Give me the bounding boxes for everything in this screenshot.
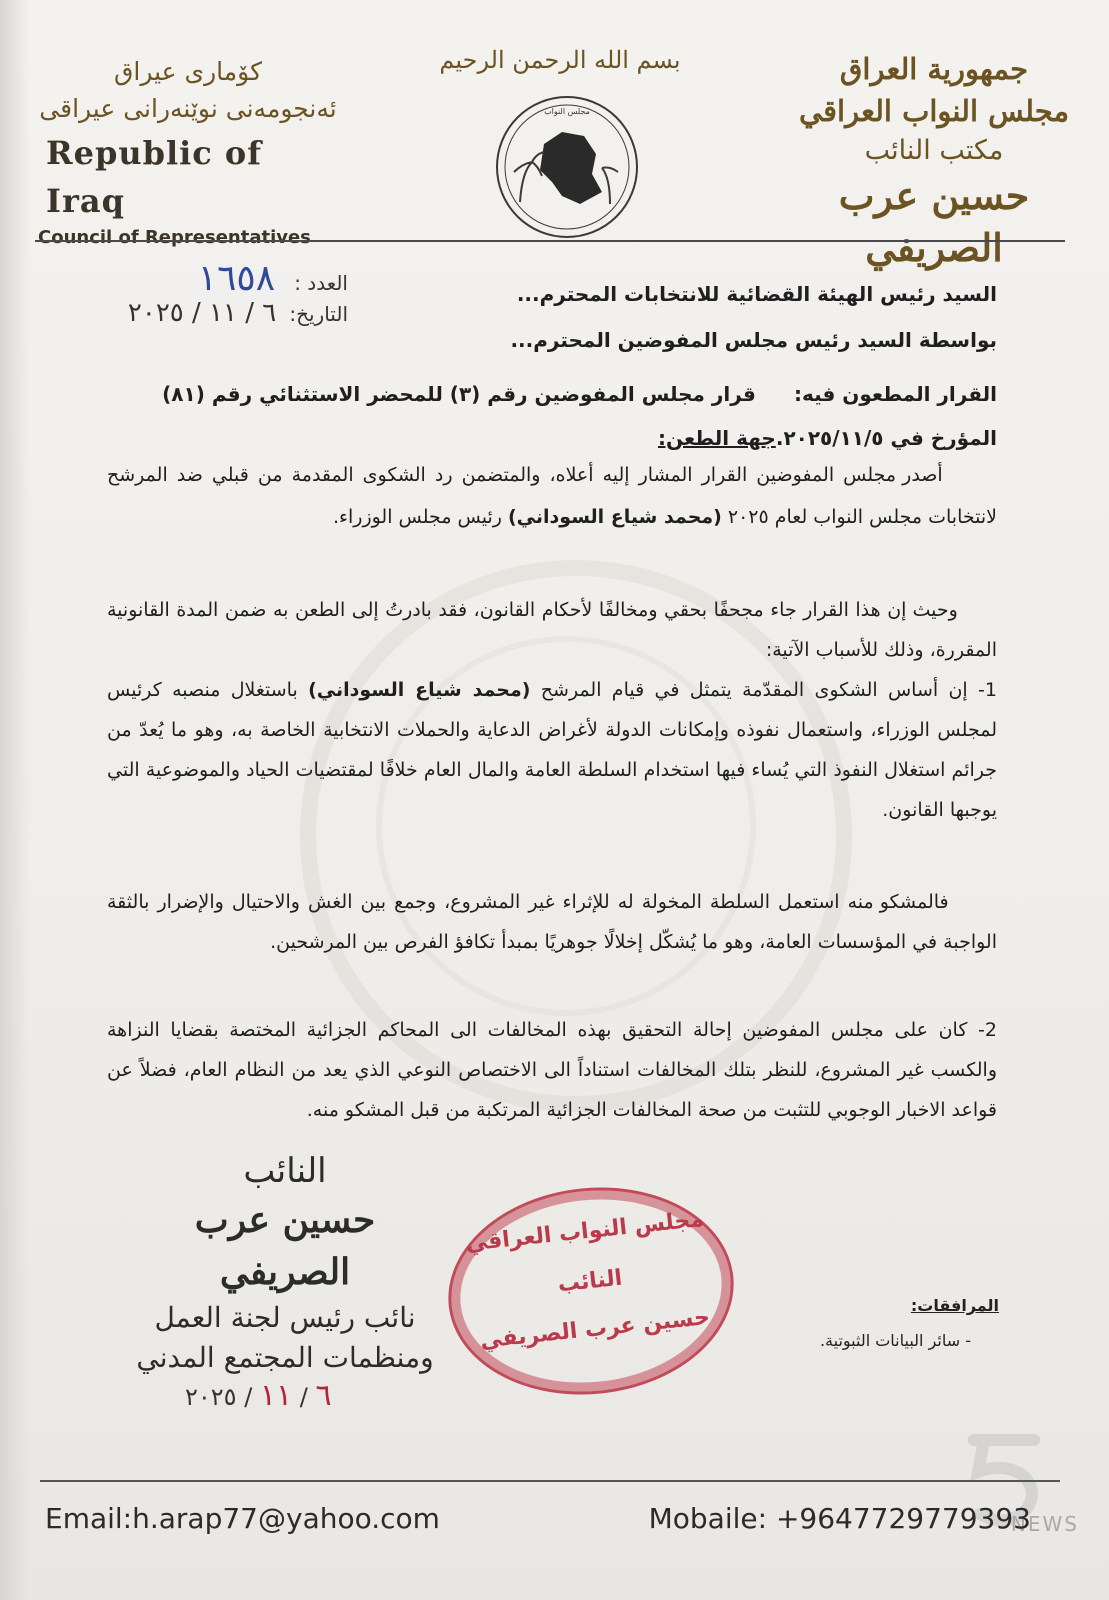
date-value: ٦ / ١١ / ٢٠٢٥ xyxy=(127,298,277,328)
letterhead-english xyxy=(38,55,338,251)
signature-role-1: نائب رئيس لجنة العمل xyxy=(154,1301,416,1334)
attachments-item: - سائر البيانات الثبوتية. xyxy=(819,1331,971,1350)
news-watermark: NEWS xyxy=(1010,1512,1079,1536)
appeal-party-label: جهة الطعن: xyxy=(657,426,776,450)
stamp-line-2: النائب xyxy=(556,1265,624,1298)
number-value: ١٦٥٨ xyxy=(197,258,276,299)
letterhead-mp-name: حسين عرب الصريفي xyxy=(838,173,1030,270)
basmala: بسم الله الرحمن الرحيم xyxy=(439,46,681,74)
letterhead-kurdish-1: کۆماری عیراق xyxy=(113,57,262,86)
reason-2-number: 2- xyxy=(978,1019,997,1041)
paragraph-1 xyxy=(107,454,997,538)
reason-2-text: كان على مجلس المفوضين إحالة التحقيق بهذه المخالفات الى المحاكم الجزائية المختصة بقضايا النزاهة والكسب غير المشروع، للنظر بتلك المخالفات استناداً الى الاختصاص النوعي الذي يعد من النظام العام، فضلاً عن قواعد الاخبار الوجوبي للتثبت من صحة المخالفات الجزائية المرتكبة من قبل المشكو منه. xyxy=(107,1019,997,1121)
signature-name: حسين عرب الصريفي xyxy=(194,1199,376,1293)
reason-1-text-end: باستغلال منصبه كرئيس لمجلس الوزراء، واستعمال نفوذه وإمكانات الدولة لأغراض الدعاية والحملات الانتخابية الخاصة به، وهو ما يُعدّ من جرائم استغلال النفوذ التي يُساء فيها استخدام السلطة العامة والمال العام خلافًا لمقتضيات الحياد والموضوعية التي يوجبها القانون. xyxy=(107,679,997,821)
signature-date: ٦ / ١١ / ٢٠٢٥ xyxy=(185,1378,332,1413)
letterhead-office: مكتب النائب xyxy=(864,135,1004,166)
signature-role-2: ومنظمات المجتمع المدني xyxy=(136,1341,434,1374)
stamp-line-1: مجلس النواب العراقي xyxy=(464,1206,706,1257)
parliament-emblem-icon xyxy=(492,92,642,242)
page-edge-shadow xyxy=(0,0,30,1600)
addressee-1: السيد رئيس الهيئة القضائية للانتخابات المحترم... xyxy=(516,282,997,306)
reason-2 xyxy=(107,1010,997,1130)
header-rule xyxy=(35,240,1065,242)
footer-email: Email:h.arap77@yahoo.com xyxy=(45,1502,440,1535)
signature-date-month: ١١ xyxy=(259,1378,293,1413)
reason-1-number: 1- xyxy=(978,679,997,701)
subject-date: المؤرخ في ٢٠٢٥/١١/٥. xyxy=(775,426,997,450)
official-stamp xyxy=(438,1174,744,1409)
letterhead-republic-en: Republic of Iraq xyxy=(46,134,263,220)
attachments xyxy=(739,1296,999,1350)
footer-rule xyxy=(40,1480,1060,1482)
letterhead-kurdish-2: ئەنجومەنی نوێنەرانی عیراقی xyxy=(39,94,337,123)
paragraph-2-text: وحيث إن هذا القرار جاء مجحفًا بحقي ومخالفًا لأحكام القانون، فقد بادرتُ إلى الطعن به ضمن المدة القانونية المقررة، وذلك للأسباب الآتية: xyxy=(107,599,997,661)
letterhead-republic: جمهورية العراق xyxy=(839,52,1029,86)
signature-title: النائب xyxy=(243,1151,327,1191)
date-label: التاريخ: xyxy=(289,302,348,326)
signature-date-day: ٦ xyxy=(315,1378,332,1413)
subject xyxy=(107,372,997,460)
paragraph-1-text: أصدر مجلس المفوضين القرار المشار إليه أعلاه، والمتضمن رد الشكوى المقدمة من قبلي ضد المرشح لانتخابات مجلس النواب لعام ٢٠٢٥ xyxy=(107,464,997,528)
number-label: العدد : xyxy=(294,271,348,295)
stamp-line-3: حسين عرب الصريفي xyxy=(479,1304,712,1354)
reason-1-text: إن أساس الشكوى المقدّمة يتمثل في قيام المرشح xyxy=(530,679,968,701)
paragraph-1-end: رئيس مجلس الوزراء. xyxy=(333,506,508,528)
signature-date-year: ٢٠٢٥ xyxy=(185,1383,237,1411)
candidate-name: (محمد شياع السوداني) xyxy=(508,506,722,528)
reason-1-candidate: (محمد شياع السوداني) xyxy=(308,679,531,701)
emblem-label: مجلس النواب xyxy=(544,107,590,116)
footer-phone: Mobaile: +9647729779393 xyxy=(648,1502,1031,1535)
subject-label: القرار المطعون فيه: xyxy=(793,382,997,406)
paragraph-2 xyxy=(107,590,997,670)
paragraph-3 xyxy=(107,882,997,962)
signature-block xyxy=(135,1148,435,1378)
attachments-heading: المرافقات: xyxy=(910,1296,999,1315)
subject-text: قرار مجلس المفوضين رقم (٣) للمحضر الاستثنائي رقم (٨١) xyxy=(162,382,756,406)
letterhead-council: مجلس النواب العراقي xyxy=(799,94,1069,128)
reason-1 xyxy=(107,670,997,830)
paragraph-3-text: فالمشكو منه استعمل السلطة المخولة له للإثراء غير المشروع، وجمع بين الغش والاحتيال والإضرار بالثقة الواجبة في المؤسسات العامة، وهو ما يُشكّل إخلالًا جوهريًا بمبدأ تكافؤ الفرص بين المرشحين. xyxy=(107,891,997,953)
addressee-2: بواسطة السيد رئيس مجلس المفوضين المحترم... xyxy=(510,328,997,352)
letterhead-council-en: Council of Representatives xyxy=(38,227,311,248)
